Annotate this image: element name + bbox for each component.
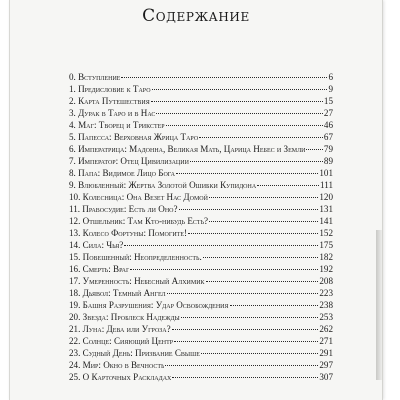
toc-entry-page: 120 xyxy=(319,192,333,202)
toc-entry xyxy=(69,324,333,336)
toc-entry-title: 22. Солнце: Сияющий Центр xyxy=(69,336,174,346)
toc-entry-title: 13. Колесо Фортуны: Помогите! xyxy=(69,228,188,238)
toc-entry-page: 67 xyxy=(323,132,333,142)
toc-entry-title: 24. Мир: Окно в Вечность xyxy=(69,360,165,370)
toc-entry xyxy=(69,252,333,264)
toc-entry-page: 297 xyxy=(319,360,333,370)
toc-entry-page: 89 xyxy=(323,156,333,166)
toc-entry xyxy=(69,228,333,240)
toc-entry-title: 8. Папа: Видимое Лицо Бога xyxy=(69,168,175,178)
dot-leader xyxy=(174,341,318,342)
toc-entry xyxy=(69,156,333,168)
toc-entry-title: 0. Вступление xyxy=(69,72,121,82)
toc-entry-title: 1. Предисловие к Таро xyxy=(69,84,151,94)
toc-entry xyxy=(69,348,333,360)
dot-leader xyxy=(206,281,319,282)
toc-entry xyxy=(69,84,333,96)
dot-leader xyxy=(188,233,318,234)
dot-leader xyxy=(209,197,318,198)
toc-entry-page: 152 xyxy=(319,228,333,238)
dot-leader xyxy=(199,137,323,138)
dot-leader xyxy=(121,77,327,78)
dot-leader xyxy=(165,365,318,366)
toc-entry-title: 18. Дьявол: Темный Ангел xyxy=(69,288,166,298)
toc-entry-page: 192 xyxy=(319,264,333,274)
toc-entry xyxy=(69,336,333,348)
toc-entry-page: 101 xyxy=(319,168,333,178)
toc-entry-title: 20. Звезда: Проблеск Надежды xyxy=(69,312,180,322)
dot-leader xyxy=(203,257,319,258)
dot-leader xyxy=(156,113,323,114)
dot-leader xyxy=(181,317,319,318)
toc-entry-page: 27 xyxy=(323,108,333,118)
dot-leader xyxy=(124,245,318,246)
toc-entry-page: 46 xyxy=(323,120,333,130)
toc-entry-page: 208 xyxy=(319,276,333,286)
toc-entry-page: 141 xyxy=(319,216,333,226)
toc-entry xyxy=(69,276,333,288)
toc-entry-title: 19. Башня Разрушения: Удар Освобождения xyxy=(69,300,229,310)
toc-entry-page: 111 xyxy=(320,180,333,190)
dot-leader xyxy=(166,125,323,126)
toc-entry-title: 17. Умеренность: Небесный Алхимик xyxy=(69,276,205,286)
toc-entry xyxy=(69,96,333,108)
dot-leader xyxy=(201,353,318,354)
dot-leader xyxy=(230,305,319,306)
toc-entry-title: 21. Луна: Дева или Угроза? xyxy=(69,324,171,334)
toc-entry xyxy=(69,108,333,120)
toc-entry xyxy=(69,216,333,228)
toc-entry-page: 238 xyxy=(319,300,333,310)
toc-entry-page: 262 xyxy=(319,324,333,334)
dot-leader xyxy=(172,377,318,378)
toc-entry xyxy=(69,120,333,132)
toc-entry xyxy=(69,204,333,216)
toc-entry-page: 131 xyxy=(319,204,333,214)
toc-entry-title: 9. Влюбленный: Жертва Золотой Ошибки Купидона xyxy=(69,180,257,190)
dot-leader xyxy=(257,185,319,186)
dot-leader xyxy=(176,173,318,174)
toc-entry-page: 79 xyxy=(323,144,333,154)
toc-entry-page: 223 xyxy=(319,288,333,298)
toc-entry-title: 16. Смерть: Враг xyxy=(69,264,130,274)
toc-entry-title: 5. Папесса: Верховная Жрица Таро xyxy=(69,132,199,142)
toc-entry-title: 11. Правосудие: Есть ли Оно? xyxy=(69,204,178,214)
toc-entry-title: 25. О Карточных Раскладах xyxy=(69,372,172,382)
dot-leader xyxy=(179,209,319,210)
toc-entry xyxy=(69,180,333,192)
toc-entry-page: 9 xyxy=(328,84,333,94)
toc-entry-title: 4. Маг: Творец и Трикстер xyxy=(69,120,165,130)
toc-entry-page: 6 xyxy=(328,72,333,82)
toc-entry-title: 3. Дурак в Таро и в Нас xyxy=(69,108,156,118)
dot-leader xyxy=(172,329,319,330)
toc-entry-page: 307 xyxy=(319,372,333,382)
toc-entry-page: 15 xyxy=(323,96,333,106)
toc-entry-page: 182 xyxy=(319,252,333,262)
toc-entry xyxy=(69,288,333,300)
toc-entry-page: 291 xyxy=(319,348,333,358)
toc-entry xyxy=(69,168,333,180)
page-title: Содержание xyxy=(142,6,250,26)
toc-entry xyxy=(69,132,333,144)
toc-entry-title: 7. Император: Отец Цивилизации xyxy=(69,156,189,166)
toc-entry xyxy=(69,240,333,252)
toc-entry xyxy=(69,312,333,324)
toc-entry-title: 15. Повешенный: Неопределенность. xyxy=(69,252,202,262)
toc-entry-title: 12. Отшельник: Там Кто-нибудь Есть? xyxy=(69,216,209,226)
toc-entry xyxy=(69,264,333,276)
toc-entry-title: 23. Судный День: Призвание Свыше xyxy=(69,348,200,358)
dot-leader xyxy=(130,269,318,270)
toc-entry-page: 271 xyxy=(319,336,333,346)
toc-entry-title: 14. Сила: Чья? xyxy=(69,240,124,250)
dot-leader xyxy=(151,101,323,102)
toc-entry xyxy=(69,300,333,312)
toc-entry-page: 253 xyxy=(319,312,333,322)
dot-leader xyxy=(152,89,328,90)
table-of-contents xyxy=(69,72,333,384)
toc-entry-page: 175 xyxy=(319,240,333,250)
page-edge xyxy=(376,230,382,380)
dot-leader xyxy=(209,221,318,222)
toc-entry xyxy=(69,144,333,156)
dot-leader xyxy=(190,161,323,162)
toc-entry xyxy=(69,360,333,372)
toc-entry-title: 2. Карта Путешествия xyxy=(69,96,150,106)
toc-entry xyxy=(69,192,333,204)
toc-entry xyxy=(69,372,333,384)
dot-leader xyxy=(306,149,322,150)
toc-entry-title: 6. Императрица: Мадонна, Великая Мать, Царица Небес и Земли xyxy=(69,144,306,154)
dot-leader xyxy=(167,293,319,294)
toc-entry-title: 10. Колесница: Она Везет Нас Домой xyxy=(69,192,208,202)
book-page xyxy=(9,0,383,400)
toc-entry xyxy=(69,72,333,84)
